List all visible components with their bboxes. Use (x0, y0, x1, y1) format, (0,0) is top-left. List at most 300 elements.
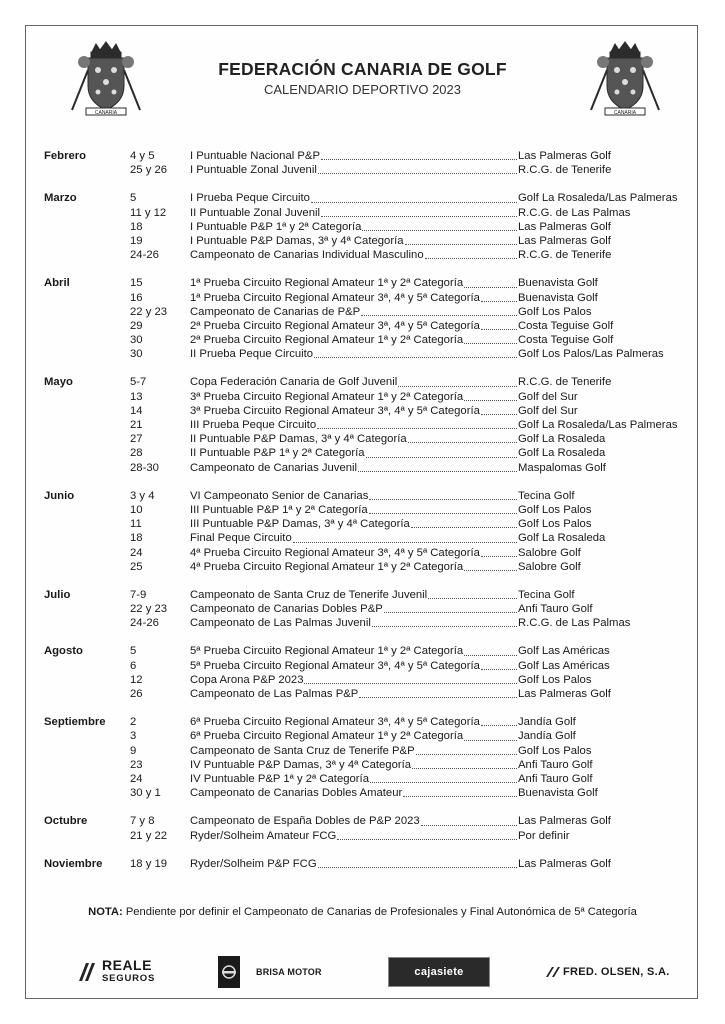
event-name: II Prueba Peque Circuito (190, 348, 314, 361)
month-block (44, 191, 692, 262)
dot-leader (412, 758, 517, 769)
dot-leader (464, 644, 517, 655)
event-cell (190, 829, 518, 843)
note (0, 906, 725, 918)
nissan-logo-icon (218, 956, 240, 988)
event-row (44, 461, 692, 475)
event-row (44, 319, 692, 333)
dot-leader (318, 857, 517, 868)
event-venue: Las Palmeras Golf (518, 220, 611, 233)
event-date: 5 (130, 645, 137, 658)
event-venue: R.C.G. de Tenerife (518, 376, 612, 389)
dot-leader (359, 687, 517, 698)
event-date: 3 (130, 730, 137, 743)
event-cell (190, 744, 518, 758)
event-cell (190, 715, 518, 729)
event-row (44, 729, 692, 743)
month-name (44, 206, 130, 220)
dot-leader (481, 546, 517, 557)
note-text: Pendiente por definir el Campeonato de Canarias de Profesionales y Final Autonómica de 5ª Categoría (122, 906, 637, 918)
event-row (44, 715, 692, 729)
event-cell (190, 333, 518, 347)
sponsors-bar (25, 952, 698, 992)
event-cell (190, 546, 518, 560)
month-name (44, 729, 130, 743)
dot-leader (361, 305, 517, 316)
event-row (44, 786, 692, 800)
event-name: 2ª Prueba Circuito Regional Amateur 1ª y 2ª Categoría (190, 334, 464, 347)
event-date: 7-9 (130, 588, 147, 601)
event-cell (190, 375, 518, 389)
event-row (44, 234, 692, 248)
event-cell (190, 319, 518, 333)
month-name: Mayo (44, 376, 73, 389)
event-name: Ryder/Solheim P&P FCG (190, 857, 317, 870)
event-row (44, 446, 692, 460)
dot-leader (408, 432, 517, 443)
event-cell (190, 560, 518, 574)
event-row (44, 503, 692, 517)
dot-leader (366, 446, 517, 457)
event-date: 24 (130, 772, 143, 785)
event-name: Campeonato de Las Palmas Juvenil (190, 617, 371, 630)
event-cell (190, 291, 518, 305)
event-row (44, 432, 692, 446)
event-row (44, 687, 692, 701)
event-venue: Tecina Golf (518, 588, 575, 601)
event-name: III Puntuable P&P Damas, 3ª y 4ª Categoría (190, 518, 410, 531)
event-name: Campeonato de Canarias de P&P (190, 305, 361, 318)
event-venue: Jandía Golf (518, 716, 576, 729)
sponsor-reale (77, 952, 155, 992)
event-date: 26 (130, 688, 143, 700)
event-row (44, 829, 692, 843)
month-name (44, 659, 130, 673)
month-name (44, 772, 130, 786)
event-name: Campeonato de Canarias Dobles Amateur (190, 787, 403, 800)
dot-leader (416, 744, 517, 755)
reale-logo-icon (77, 961, 97, 983)
dot-leader (481, 404, 517, 415)
dot-leader (384, 602, 517, 613)
brisa-name: BRISA MOTOR (256, 967, 322, 977)
event-cell (190, 446, 518, 460)
event-cell (190, 220, 518, 234)
event-venue: Golf La Rosaleda (518, 532, 606, 545)
event-venue: Golf Las Américas (518, 645, 610, 658)
event-name: 4ª Prueba Circuito Regional Amateur 3ª, 4ª y 5ª Categoría (190, 546, 480, 559)
event-cell (190, 503, 518, 517)
event-row (44, 206, 692, 220)
month-name (44, 390, 130, 404)
event-cell (190, 347, 518, 361)
event-cell (190, 588, 518, 602)
event-date: 28 (130, 447, 143, 460)
event-venue: Por definir (518, 829, 570, 842)
event-name: Campeonato de Canarias Juvenil (190, 461, 358, 474)
event-name: 5ª Prueba Circuito Regional Amateur 3ª, 4ª y 5ª Categoría (190, 659, 480, 672)
event-date: 21 y 22 (130, 829, 168, 842)
event-cell (190, 602, 518, 616)
event-row (44, 560, 692, 574)
month-name (44, 673, 130, 687)
event-cell (190, 531, 518, 545)
event-venue: Jandía Golf (518, 730, 576, 743)
month-name (44, 333, 130, 347)
month-block (44, 149, 692, 177)
federation-crest-right (585, 40, 665, 120)
event-row (44, 602, 692, 616)
month-name (44, 347, 130, 361)
event-name: Campeonato de España Dobles de P&P 2023 (190, 815, 420, 828)
event-venue: Las Palmeras Golf (518, 857, 611, 870)
month-name: Octubre (44, 815, 88, 828)
month-block (44, 715, 692, 800)
event-venue: Salobre Golf (518, 546, 581, 559)
event-venue: Golf Los Palos (518, 518, 592, 531)
event-venue: Costa Teguise Golf (518, 319, 614, 332)
event-name: 6ª Prueba Circuito Regional Amateur 3ª, 4ª y 5ª Categoría (190, 716, 480, 729)
event-venue: Golf La Rosaleda (518, 447, 606, 460)
event-row (44, 772, 692, 786)
event-row (44, 390, 692, 404)
dot-leader (370, 772, 517, 783)
event-venue: Golf La Rosaleda (518, 433, 606, 446)
event-venue: Golf del Sur (518, 390, 578, 403)
dot-leader (293, 531, 517, 542)
event-row (44, 659, 692, 673)
month-name (44, 446, 130, 460)
event-venue: Las Palmeras Golf (518, 688, 611, 700)
event-row (44, 404, 692, 418)
event-row (44, 163, 692, 177)
event-date: 3 y 4 (130, 489, 155, 502)
month-name (44, 829, 130, 843)
month-name (44, 418, 130, 432)
event-row (44, 347, 692, 361)
month-name: Marzo (44, 192, 77, 205)
month-name (44, 248, 130, 262)
month-name (44, 291, 130, 305)
month-name (44, 305, 130, 319)
event-date: 29 (130, 319, 143, 332)
month-block (44, 276, 692, 361)
event-date: 5-7 (130, 376, 147, 389)
month-name (44, 546, 130, 560)
sponsor-olsen (545, 952, 670, 992)
month-name (44, 758, 130, 772)
event-cell (190, 276, 518, 290)
event-cell (190, 659, 518, 673)
month-name: Noviembre (44, 857, 103, 870)
event-cell (190, 461, 518, 475)
dot-leader (311, 191, 517, 202)
event-cell (190, 432, 518, 446)
event-name: I Prueba Peque Circuito (190, 192, 310, 205)
event-date: 22 y 23 (130, 603, 168, 616)
dot-leader (318, 163, 517, 174)
month-name (44, 432, 130, 446)
month-name (44, 163, 130, 177)
dot-leader (372, 616, 517, 627)
event-cell (190, 206, 518, 220)
event-date: 27 (130, 433, 143, 446)
olsen-name: FRED. OLSEN, S.A. (563, 966, 670, 978)
event-name: I Puntuable P&P Damas, 3ª y 4ª Categoría (190, 234, 404, 247)
event-venue: Anfi Tauro Golf (518, 603, 593, 616)
event-cell (190, 729, 518, 743)
event-name: VI Campeonato Senior de Canarias (190, 489, 369, 502)
event-name: Campeonato de Santa Cruz de Tenerife Juvenil (190, 588, 428, 601)
event-row (44, 644, 692, 658)
event-name: 4ª Prueba Circuito Regional Amateur 1ª y 2ª Categoría (190, 560, 464, 573)
event-venue: R.C.G. de Las Palmas (518, 206, 631, 219)
olsen-logo-icon (545, 966, 561, 978)
event-cell (190, 857, 518, 871)
month-name (44, 786, 130, 800)
event-venue: Golf La Rosaleda/Las Palmeras (518, 419, 678, 431)
event-name: III Puntuable P&P 1ª y 2ª Categoría (190, 503, 368, 516)
dot-leader (362, 220, 517, 231)
month-name (44, 560, 130, 574)
dot-leader (481, 659, 517, 670)
event-venue: Salobre Golf (518, 560, 581, 573)
event-date: 24-26 (130, 617, 159, 630)
event-row (44, 291, 692, 305)
event-date: 25 (130, 560, 143, 573)
event-name: Ryder/Solheim Amateur FCG (190, 829, 337, 842)
event-date: 15 (130, 277, 143, 290)
dot-leader (425, 248, 517, 259)
event-venue: R.C.G. de Tenerife (518, 164, 612, 177)
event-name: I Puntuable P&P 1ª y 2ª Categoría (190, 220, 362, 233)
dot-leader (337, 829, 517, 840)
event-venue: Golf Las Américas (518, 659, 610, 672)
month-name (44, 531, 130, 545)
event-date: 25 y 26 (130, 164, 168, 177)
event-cell (190, 517, 518, 531)
event-name: II Puntuable P&P 1ª y 2ª Categoría (190, 447, 365, 460)
event-venue: Anfi Tauro Golf (518, 758, 593, 771)
event-venue: Golf Los Palos/Las Palmeras (518, 348, 664, 361)
month-name: Septiembre (44, 716, 106, 729)
dot-leader (464, 560, 517, 571)
dot-leader (358, 461, 517, 472)
event-cell (190, 404, 518, 418)
dot-leader (369, 503, 517, 514)
dot-leader (317, 418, 517, 429)
event-name: IV Puntuable P&P Damas, 3ª y 4ª Categoría (190, 758, 412, 771)
month-block (44, 644, 692, 701)
event-cell (190, 786, 518, 800)
month-name (44, 503, 130, 517)
event-row (44, 248, 692, 262)
event-cell (190, 390, 518, 404)
event-venue: Golf Los Palos (518, 673, 592, 686)
event-cell (190, 418, 518, 432)
event-name: I Puntuable Nacional P&P (190, 150, 320, 162)
event-date: 11 y 12 (130, 206, 167, 219)
dot-leader (481, 319, 517, 330)
event-row (44, 517, 692, 531)
month-name (44, 234, 130, 248)
dot-leader (304, 673, 517, 684)
svg-text:CANARIA: CANARIA (94, 110, 118, 116)
event-row (44, 375, 692, 389)
event-name: Campeonato de Canarias Individual Masculino (190, 249, 424, 262)
event-cell (190, 687, 518, 701)
month-name (44, 319, 130, 333)
svg-text:CANARIA: CANARIA (613, 110, 637, 116)
event-row (44, 418, 692, 432)
event-venue: Anfi Tauro Golf (518, 772, 593, 785)
event-cell (190, 489, 518, 503)
dot-leader (321, 206, 517, 217)
event-row (44, 333, 692, 347)
event-date: 2 (130, 716, 137, 729)
sponsor-cajasiete (388, 952, 490, 992)
month-name: Junio (44, 489, 75, 502)
event-row (44, 546, 692, 560)
event-venue: Maspalomas Golf (518, 461, 606, 474)
month-name (44, 616, 130, 630)
event-cell (190, 644, 518, 658)
event-date: 4 y 5 (130, 150, 155, 162)
dot-leader (464, 276, 517, 287)
month-block (44, 375, 692, 474)
dot-leader (481, 291, 517, 302)
dot-leader (314, 347, 517, 358)
dot-leader (464, 729, 517, 740)
event-venue: Tecina Golf (518, 489, 575, 502)
event-venue: Buenavista Golf (518, 291, 598, 304)
cajasiete-name: cajasiete (414, 966, 464, 978)
event-name: 1ª Prueba Circuito Regional Amateur 1ª y 2ª Categoría (190, 277, 464, 290)
event-name: Campeonato de Las Palmas P&P (190, 688, 359, 700)
event-venue: Golf Los Palos (518, 744, 592, 757)
event-name: 3ª Prueba Circuito Regional Amateur 3ª, 4ª y 5ª Categoría (190, 404, 480, 417)
event-cell (190, 616, 518, 630)
dot-leader (481, 715, 517, 726)
event-name: Campeonato de Canarias Dobles P&P (190, 603, 383, 616)
event-date: 30 (130, 334, 143, 347)
month-block (44, 588, 692, 631)
note-label: NOTA: (88, 906, 123, 918)
event-venue: Buenavista Golf (518, 277, 598, 290)
dot-leader (428, 588, 517, 599)
event-row (44, 814, 692, 828)
event-date: 18 (130, 220, 143, 233)
sponsor-brisa (218, 952, 322, 992)
event-name: 1ª Prueba Circuito Regional Amateur 3ª, 4ª y 5ª Categoría (190, 291, 480, 304)
event-venue: Las Palmeras Golf (518, 234, 611, 247)
event-cell (190, 163, 518, 177)
event-venue: Golf Los Palos (518, 503, 592, 516)
event-row (44, 531, 692, 545)
month-block (44, 857, 692, 871)
dot-leader (411, 517, 517, 528)
month-name (44, 461, 130, 475)
event-cell (190, 248, 518, 262)
month-name (44, 517, 130, 531)
event-name: Copa Federación Canaria de Golf Juvenil (190, 376, 398, 389)
event-cell (190, 149, 518, 163)
month-name (44, 744, 130, 758)
event-name: Campeonato de Santa Cruz de Tenerife P&P (190, 744, 415, 757)
event-date: 19 (130, 234, 143, 247)
document-title: FEDERACIÓN CANARIA DE GOLF (218, 59, 507, 79)
event-name: II Puntuable Zonal Juvenil (190, 206, 320, 219)
event-name: Final Peque Circuito (190, 532, 292, 545)
event-date: 30 y 1 (130, 787, 161, 800)
event-name: III Prueba Peque Circuito (190, 419, 317, 431)
event-cell (190, 814, 518, 828)
event-venue: R.C.G. de Tenerife (518, 249, 612, 262)
event-date: 23 (130, 758, 143, 771)
event-row (44, 489, 692, 503)
event-row (44, 758, 692, 772)
event-name: 5ª Prueba Circuito Regional Amateur 1ª y 2ª Categoría (190, 645, 464, 658)
event-venue: Costa Teguise Golf (518, 334, 614, 347)
event-date: 14 (130, 404, 143, 417)
event-row (44, 588, 692, 602)
dot-leader (398, 375, 517, 386)
event-date: 28-30 (130, 461, 159, 474)
dot-leader (321, 149, 517, 160)
event-name: 6ª Prueba Circuito Regional Amateur 1ª y 2ª Categoría (190, 730, 464, 743)
event-date: 10 (130, 503, 143, 516)
event-row (44, 616, 692, 630)
month-block (44, 814, 692, 842)
month-name: Agosto (44, 645, 83, 658)
event-row (44, 857, 692, 871)
event-date: 22 y 23 (130, 305, 168, 318)
event-row (44, 149, 692, 163)
event-date: 30 (130, 348, 143, 361)
month-name: Abril (44, 277, 70, 290)
event-date: 12 (130, 673, 143, 686)
month-name (44, 602, 130, 616)
event-cell (190, 305, 518, 319)
event-name: Copa Arona P&P 2023 (190, 673, 304, 686)
event-name: IV Puntuable P&P 1ª y 2ª Categoría (190, 772, 369, 785)
event-date: 6 (130, 659, 137, 672)
event-cell (190, 772, 518, 786)
event-date: 7 y 8 (130, 815, 155, 828)
event-name: II Puntuable P&P Damas, 3ª y 4ª Categoría (190, 433, 407, 446)
event-name: I Puntuable Zonal Juvenil (190, 164, 317, 177)
calendar-table (44, 149, 692, 885)
event-row (44, 673, 692, 687)
event-row (44, 191, 692, 205)
event-cell (190, 673, 518, 687)
event-row (44, 220, 692, 234)
event-venue: Las Palmeras Golf (518, 150, 611, 162)
event-date: 21 (130, 419, 143, 431)
document-subtitle: CALENDARIO DEPORTIVO 2023 (264, 82, 461, 97)
event-date: 5 (130, 192, 137, 205)
month-block (44, 489, 692, 574)
event-cell (190, 191, 518, 205)
federation-crest-left (66, 40, 146, 120)
month-name (44, 404, 130, 418)
reale-name: REALE (102, 957, 152, 973)
reale-sub: SEGUROS (102, 973, 156, 984)
event-venue: Golf La Rosaleda/Las Palmeras (518, 192, 678, 205)
event-date: 11 (130, 518, 142, 531)
dot-leader (464, 333, 517, 344)
event-venue: Las Palmeras Golf (518, 815, 611, 828)
